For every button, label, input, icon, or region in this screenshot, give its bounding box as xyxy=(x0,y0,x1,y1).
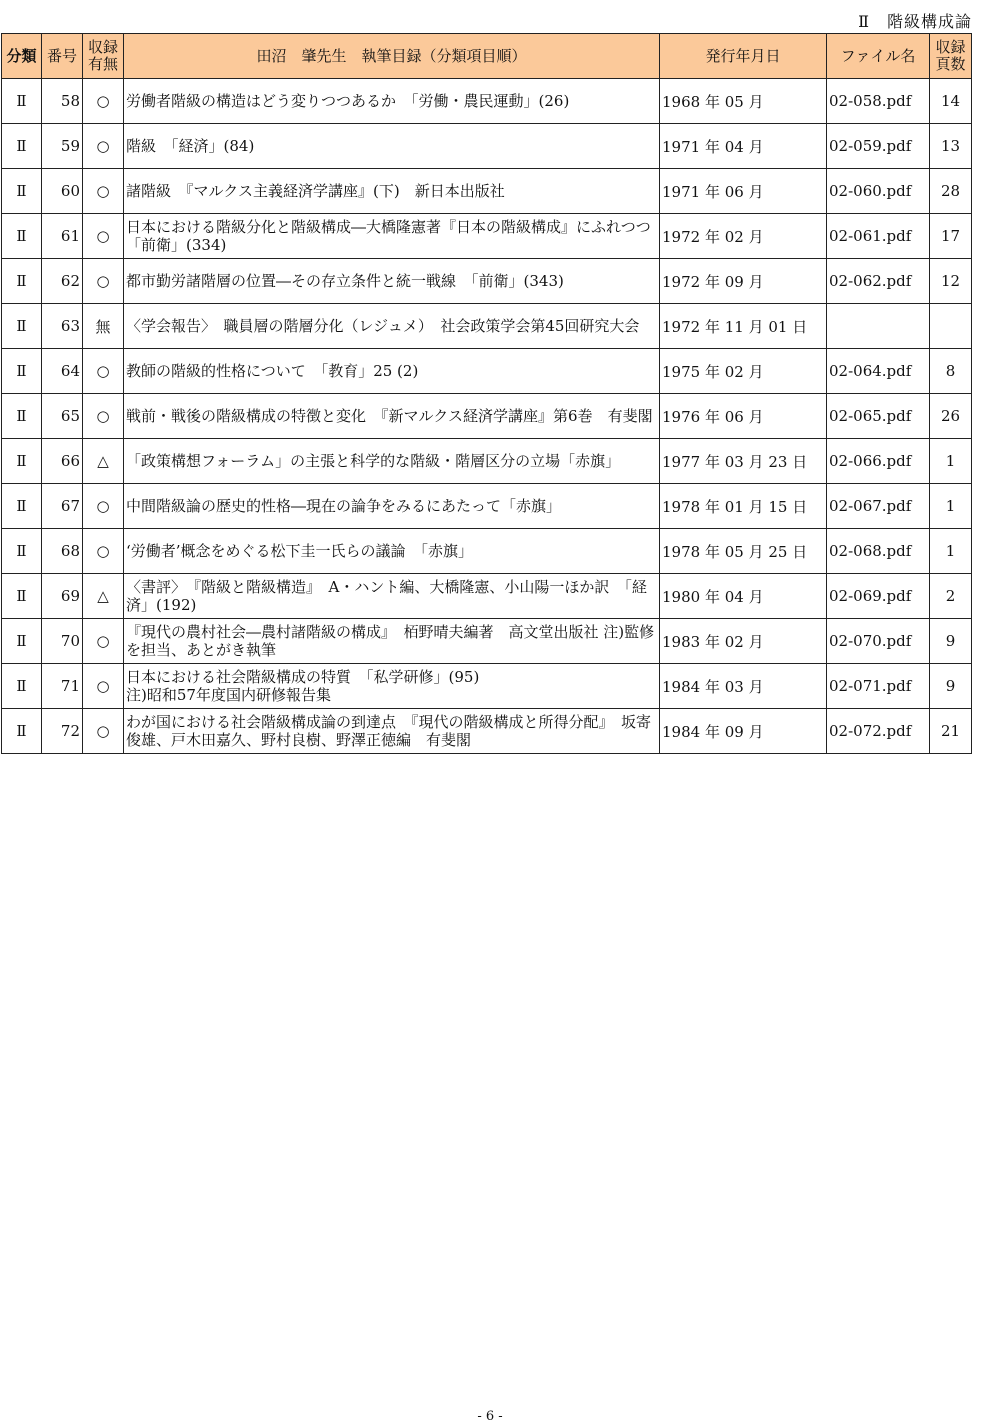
row-pages: 9 xyxy=(930,619,972,664)
header-date: 発行年月日 xyxy=(660,34,827,79)
row-classification: Ⅱ xyxy=(2,214,42,259)
table-row xyxy=(2,574,972,619)
table-row xyxy=(2,439,972,484)
row-pages: 12 xyxy=(930,259,972,304)
header-number: 番号 xyxy=(42,34,83,79)
table-row xyxy=(2,259,972,304)
row-number: 70 xyxy=(42,619,83,664)
row-date: 1983 年 02 月 xyxy=(660,619,827,664)
row-filename: 02-059.pdf xyxy=(827,124,930,169)
row-classification: Ⅱ xyxy=(2,79,42,124)
row-title: 〈書評〉 『階級と階級構造』 A・ハント編、大橋隆憲、小山陽一ほか訳 「経済」(192) xyxy=(124,574,660,619)
table-row xyxy=(2,214,972,259)
header-classification: 分類 xyxy=(2,34,42,79)
row-classification: Ⅱ xyxy=(2,124,42,169)
table-row xyxy=(2,529,972,574)
row-recorded-mark: ○ xyxy=(83,709,124,754)
row-number: 69 xyxy=(42,574,83,619)
row-number: 66 xyxy=(42,439,83,484)
section-title: Ⅱ 階級構成論 xyxy=(858,12,972,31)
header-pages-line1: 収録 xyxy=(935,38,966,56)
header-pages xyxy=(930,34,972,79)
row-date: 1976 年 06 月 xyxy=(660,394,827,439)
row-number: 61 xyxy=(42,214,83,259)
row-date: 1978 年 05 月 25 日 xyxy=(660,529,827,574)
row-date: 1972 年 09 月 xyxy=(660,259,827,304)
row-recorded-mark: △ xyxy=(83,574,124,619)
row-date: 1984 年 09 月 xyxy=(660,709,827,754)
row-title: わが国における社会階級構成論の到達点 『現代の階級構成と所得分配』 坂寄俊雄、戸木田嘉久、野村良樹、野澤正徳編 有斐閣 xyxy=(124,709,660,754)
row-title: 諸階級 『マルクス主義経済学講座』(下) 新日本出版社 xyxy=(124,169,660,214)
row-filename: 02-071.pdf xyxy=(827,664,930,709)
row-date: 1977 年 03 月 23 日 xyxy=(660,439,827,484)
row-recorded-mark: ○ xyxy=(83,484,124,529)
table-row xyxy=(2,709,972,754)
table-row xyxy=(2,304,972,349)
row-date: 1978 年 01 月 15 日 xyxy=(660,484,827,529)
row-pages: 8 xyxy=(930,349,972,394)
row-date: 1971 年 06 月 xyxy=(660,169,827,214)
row-title: 日本における社会階級構成の特質 「私学研修」(95) 注)昭和57年度国内研修報告集 xyxy=(124,664,660,709)
row-filename: 02-060.pdf xyxy=(827,169,930,214)
row-recorded-mark: ○ xyxy=(83,259,124,304)
row-number: 72 xyxy=(42,709,83,754)
row-pages: 21 xyxy=(930,709,972,754)
row-classification: Ⅱ xyxy=(2,619,42,664)
header-recorded xyxy=(83,34,124,79)
row-filename: 02-069.pdf xyxy=(827,574,930,619)
table-row xyxy=(2,79,972,124)
row-number: 67 xyxy=(42,484,83,529)
row-pages: 1 xyxy=(930,484,972,529)
row-number: 58 xyxy=(42,79,83,124)
row-recorded-mark: ○ xyxy=(83,619,124,664)
row-number: 71 xyxy=(42,664,83,709)
row-number: 59 xyxy=(42,124,83,169)
header-recorded-line1: 収録 xyxy=(87,38,118,56)
row-title: ‘労働者’概念をめぐる松下圭一氏らの議論 「赤旗」 xyxy=(124,529,660,574)
row-date: 1972 年 02 月 xyxy=(660,214,827,259)
table-row xyxy=(2,349,972,394)
row-classification: Ⅱ xyxy=(2,349,42,394)
row-title: 教師の階級的性格について 「教育」25 (2) xyxy=(124,349,660,394)
table-row xyxy=(2,394,972,439)
header-title: 田沼 肇先生 執筆目録（分類項目順） xyxy=(124,34,660,79)
row-date: 1980 年 04 月 xyxy=(660,574,827,619)
page-number: - 6 - xyxy=(477,1409,503,1424)
table-row xyxy=(2,169,972,214)
table-row xyxy=(2,619,972,664)
row-number: 60 xyxy=(42,169,83,214)
row-classification: Ⅱ xyxy=(2,169,42,214)
row-filename: 02-068.pdf xyxy=(827,529,930,574)
row-recorded-mark: ○ xyxy=(83,529,124,574)
row-filename: 02-066.pdf xyxy=(827,439,930,484)
row-filename xyxy=(827,304,930,349)
row-title: 日本における階級分化と階級構成―大橋隆憲著『日本の階級構成』にふれつつ 「前衛」(334) xyxy=(124,214,660,259)
row-filename: 02-062.pdf xyxy=(827,259,930,304)
row-recorded-mark: ○ xyxy=(83,349,124,394)
row-title: 都市勤労諸階層の位置―その存立条件と統一戦線 「前衛」(343) xyxy=(124,259,660,304)
row-pages xyxy=(930,304,972,349)
row-recorded-mark: ○ xyxy=(83,169,124,214)
row-title: 『現代の農村社会―農村諸階級の構成』 栢野晴夫編著 高文堂出版社 注)監修を担当、あとがき執筆 xyxy=(124,619,660,664)
row-date: 1984 年 03 月 xyxy=(660,664,827,709)
row-pages: 1 xyxy=(930,439,972,484)
header-row xyxy=(2,34,972,79)
row-pages: 9 xyxy=(930,664,972,709)
row-classification: Ⅱ xyxy=(2,304,42,349)
row-filename: 02-064.pdf xyxy=(827,349,930,394)
header-recorded-line2: 有無 xyxy=(87,55,118,73)
row-recorded-mark: ○ xyxy=(83,124,124,169)
row-date: 1971 年 04 月 xyxy=(660,124,827,169)
row-filename: 02-058.pdf xyxy=(827,79,930,124)
row-classification: Ⅱ xyxy=(2,484,42,529)
row-recorded-mark: ○ xyxy=(83,214,124,259)
row-pages: 14 xyxy=(930,79,972,124)
row-classification: Ⅱ xyxy=(2,664,42,709)
table-row xyxy=(2,484,972,529)
row-number: 64 xyxy=(42,349,83,394)
row-pages: 13 xyxy=(930,124,972,169)
row-classification: Ⅱ xyxy=(2,394,42,439)
row-recorded-mark: ○ xyxy=(83,664,124,709)
row-pages: 2 xyxy=(930,574,972,619)
row-title: 「政策構想フォーラム」の主張と科学的な階級・階層区分の立場「赤旗」 xyxy=(124,439,660,484)
row-number: 63 xyxy=(42,304,83,349)
table-row xyxy=(2,124,972,169)
row-recorded-mark: ○ xyxy=(83,394,124,439)
row-title: 戦前・戦後の階級構成の特徴と変化 『新マルクス経済学講座』第6巻 有斐閣 xyxy=(124,394,660,439)
row-pages: 1 xyxy=(930,529,972,574)
row-date: 1972 年 11 月 01 日 xyxy=(660,304,827,349)
row-number: 62 xyxy=(42,259,83,304)
row-filename: 02-065.pdf xyxy=(827,394,930,439)
row-recorded-mark: 無 xyxy=(83,304,124,349)
row-title: 中間階級論の歴史的性格―現在の論争をみるにあたって「赤旗」 xyxy=(124,484,660,529)
row-filename: 02-061.pdf xyxy=(827,214,930,259)
row-filename: 02-072.pdf xyxy=(827,709,930,754)
row-pages: 28 xyxy=(930,169,972,214)
row-filename: 02-067.pdf xyxy=(827,484,930,529)
row-recorded-mark: △ xyxy=(83,439,124,484)
row-title: 労働者階級の構造はどう変りつつあるか 「労働・農民運動」(26) xyxy=(124,79,660,124)
row-classification: Ⅱ xyxy=(2,529,42,574)
row-date: 1975 年 02 月 xyxy=(660,349,827,394)
table-row xyxy=(2,664,972,709)
row-pages: 26 xyxy=(930,394,972,439)
row-classification: Ⅱ xyxy=(2,574,42,619)
header-pages-line2: 頁数 xyxy=(935,55,966,73)
row-title: 〈学会報告〉 職員層の階層分化（レジュメ） 社会政策学会第45回研究大会 xyxy=(124,304,660,349)
row-number: 65 xyxy=(42,394,83,439)
header-filename: ファイル名 xyxy=(827,34,930,79)
row-title: 階級 「経済」(84) xyxy=(124,124,660,169)
row-pages: 17 xyxy=(930,214,972,259)
row-classification: Ⅱ xyxy=(2,439,42,484)
row-classification: Ⅱ xyxy=(2,709,42,754)
row-classification: Ⅱ xyxy=(2,259,42,304)
row-number: 68 xyxy=(42,529,83,574)
row-filename: 02-070.pdf xyxy=(827,619,930,664)
row-recorded-mark: ○ xyxy=(83,79,124,124)
row-date: 1968 年 05 月 xyxy=(660,79,827,124)
catalog-table xyxy=(1,33,972,754)
